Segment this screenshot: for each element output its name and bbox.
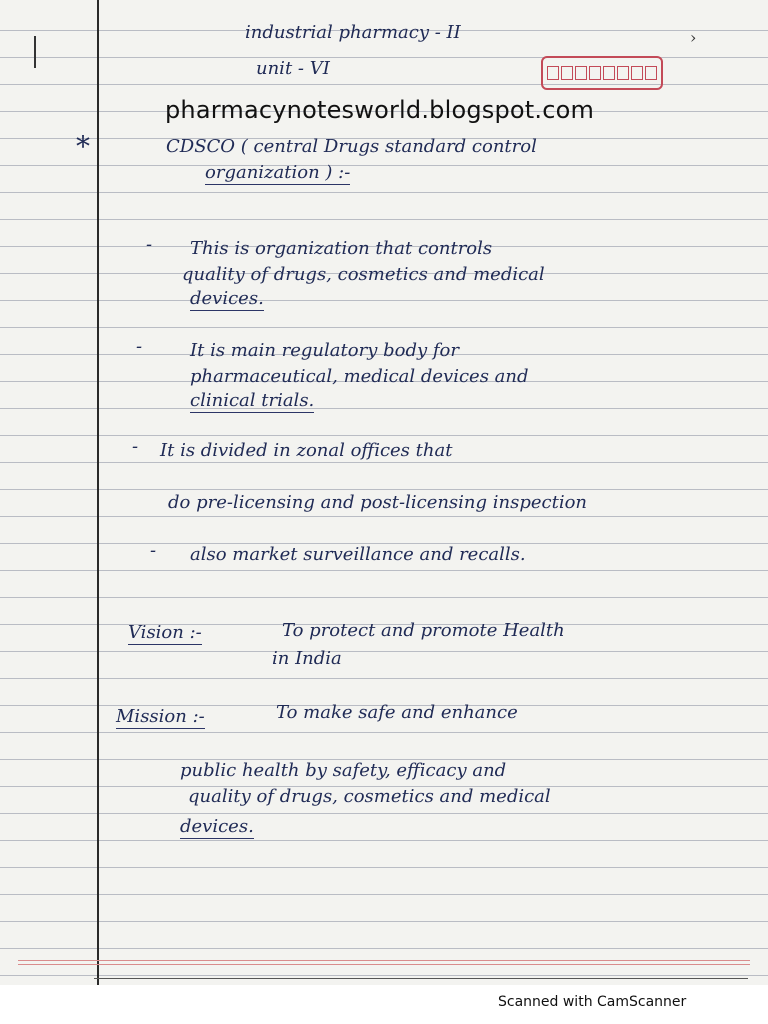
vision-line-2: in India — [272, 648, 342, 669]
top-tick-mark — [34, 36, 36, 68]
scanner-watermark: Scanned with CamScanner — [498, 994, 687, 1010]
vision-line-1: To protect and promote Health — [282, 620, 565, 641]
bullet-2-line-1: It is main regulatory body for — [190, 340, 459, 361]
bullet-3-line-2: do pre-licensing and post-licensing inspection — [168, 492, 588, 513]
mission-line-2: public health by safety, efficacy and — [180, 760, 507, 781]
mission-line-3: quality of drugs, cosmetics and medical — [188, 786, 551, 807]
bullet-4-line-1: also market surveillance and recalls. — [190, 544, 526, 565]
bullet-dash-4: - — [150, 540, 157, 561]
unit-label: unit - VI — [256, 58, 330, 79]
bullet-1-line-3: devices. — [190, 288, 264, 309]
bottom-margin-line-2 — [18, 964, 750, 965]
heading-line-2: organization ) :- — [205, 162, 351, 183]
bullet-3-line-1: It is divided in zonal offices that — [160, 440, 453, 461]
bullet-dash-1: - — [146, 234, 153, 255]
bullet-1-line-1: This is organization that controls — [190, 238, 493, 259]
bullet-2-line-2: pharmaceutical, medical devices and — [190, 366, 529, 387]
notes-title: industrial pharmacy - II — [245, 22, 461, 43]
mission-label: Mission :- — [116, 706, 205, 727]
bullet-dash-3: - — [132, 436, 139, 457]
star-bullet: * — [76, 130, 90, 163]
bullet-dash-2: - — [136, 336, 143, 357]
website-watermark: pharmacynotesworld.blogspot.com — [165, 96, 595, 124]
bullet-1-line-2: quality of drugs, cosmetics and medical — [182, 264, 545, 285]
bottom-margin-line — [18, 960, 750, 961]
heading-line-1: CDSCO ( central Drugs standard control — [166, 136, 537, 157]
top-right-mark: › — [690, 28, 697, 47]
bullet-2-line-3: clinical trials. — [190, 390, 315, 411]
page-bottom-edge — [94, 978, 748, 979]
mission-line-4: devices. — [180, 816, 254, 837]
margin-line — [97, 0, 99, 985]
mission-line-1: To make safe and enhance — [276, 702, 518, 723]
vision-label: Vision :- — [128, 622, 202, 643]
page-date-stamp — [541, 56, 663, 90]
